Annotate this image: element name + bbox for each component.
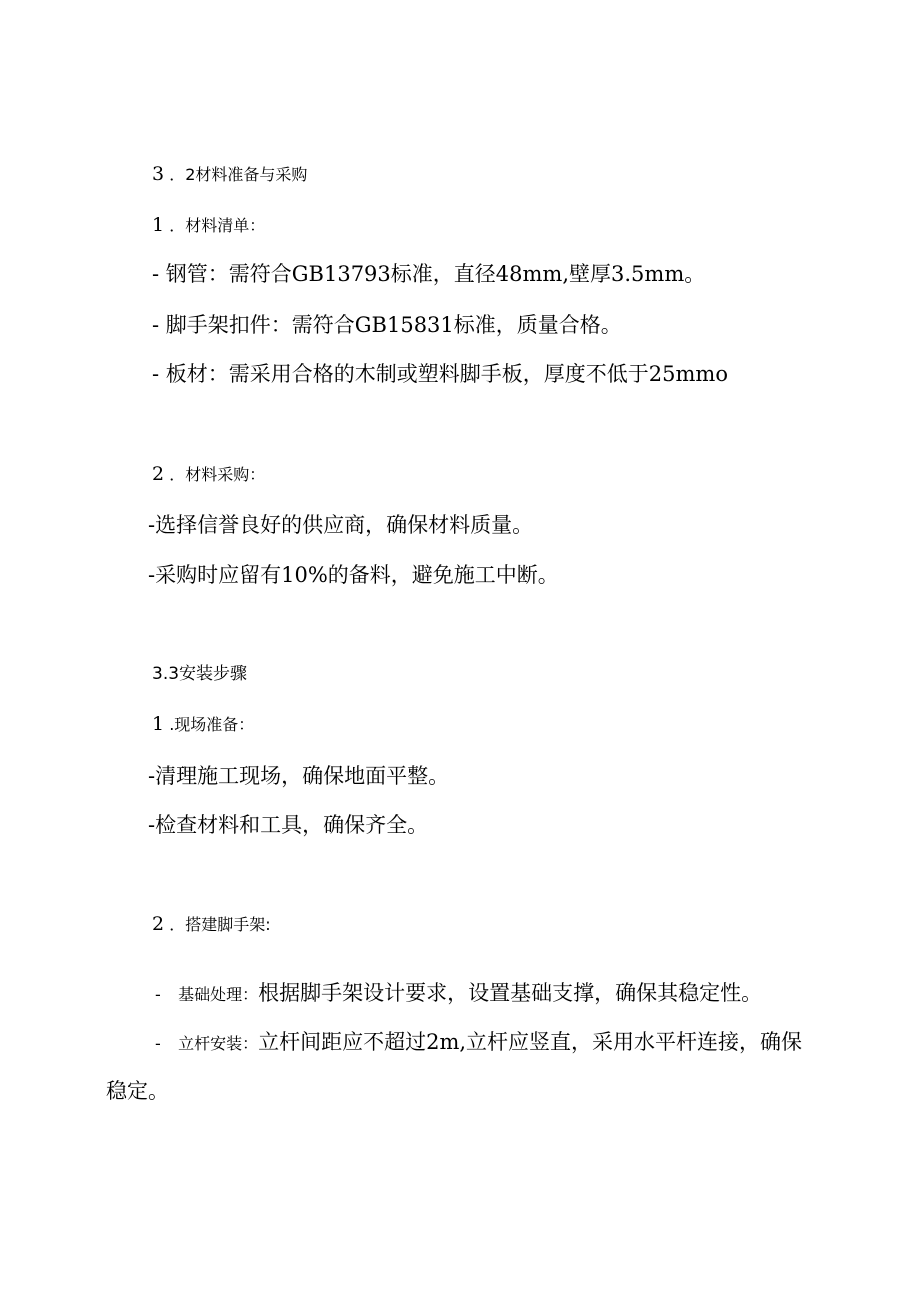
list-item: - 脚手架扣件：需符合GB15831标准，质量合格。: [152, 313, 622, 337]
step-dash: -: [155, 985, 161, 1004]
section-heading-3-3: 3.3安装步骤: [152, 664, 248, 684]
list-item: - 钢管：需符合GB13793标准，直径48mm,壁厚3.5mm。: [152, 262, 706, 286]
build-step-foundation: [155, 983, 762, 1004]
section-number: 3: [152, 163, 165, 185]
list-item: -采购时应留有10%的备料，避免施工中断。: [148, 563, 559, 587]
list-item: -检查材料和工具，确保齐全。: [148, 813, 429, 837]
item-number: 1: [152, 713, 165, 735]
build-step-upright: [155, 1032, 802, 1053]
section-heading-3-2: [152, 165, 307, 184]
item-title: ．搭建脚手架:: [169, 915, 271, 934]
step-dash: -: [155, 1034, 161, 1053]
step-text: 立杆间距应不超过2m,立杆应竖直，采用水平杆连接，确保: [258, 1030, 803, 1054]
item-number: 1: [152, 214, 165, 236]
list-item: - 板材：需采用合格的木制或塑料脚手板，厚度不低于25mmo: [152, 362, 728, 386]
section-title: ．2材料准备与采购: [169, 165, 308, 184]
subheading-materials-purchase: [152, 465, 265, 484]
item-number: 2: [152, 913, 165, 935]
subheading-materials-list: [152, 216, 265, 235]
step-text: 根据脚手架设计要求，设置基础支撑，确保其稳定性。: [258, 981, 763, 1005]
item-title: .现场准备：: [169, 715, 255, 734]
step-label: 基础处理：: [178, 985, 259, 1004]
item-title: ．材料清单：: [169, 216, 266, 235]
subheading-build-scaffold: [152, 915, 271, 934]
subheading-site-preparation: [152, 715, 254, 734]
list-item: -选择信誉良好的供应商，确保材料质量。: [148, 513, 534, 537]
step-text-continuation: 稳定。: [106, 1079, 169, 1103]
step-label: 立杆安装：: [178, 1034, 259, 1053]
item-title: ．材料采购：: [169, 465, 266, 484]
list-item: -清理施工现场，确保地面平整。: [148, 764, 450, 788]
item-number: 2: [152, 463, 165, 485]
